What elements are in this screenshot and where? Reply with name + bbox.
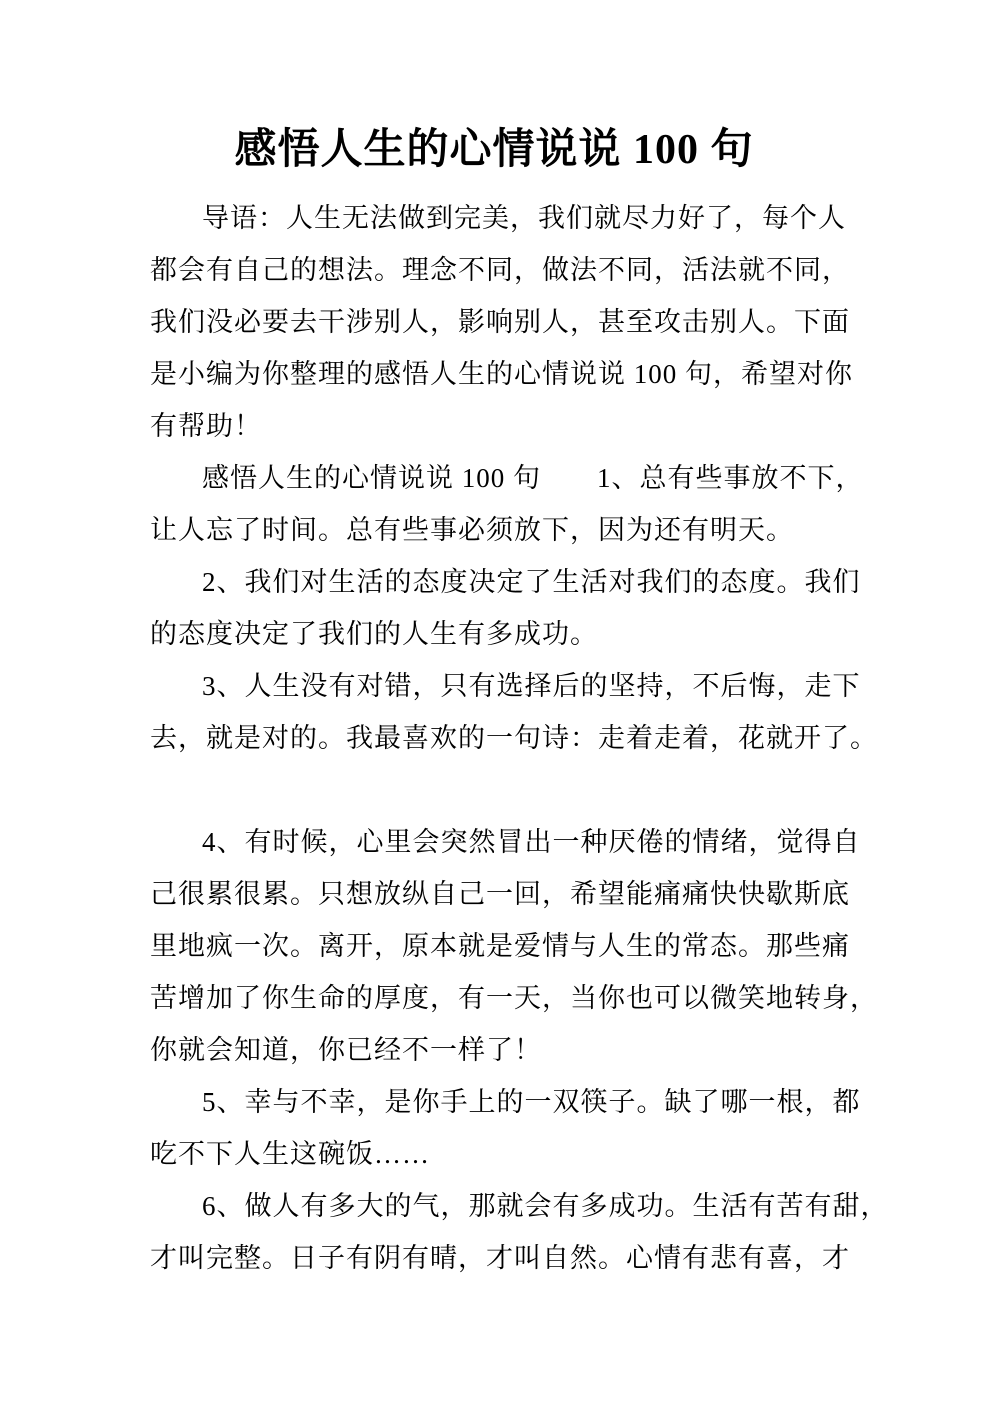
text-line: 己很累很累。只想放纵自己一回，希望能痛痛快快歇斯底 <box>150 879 850 909</box>
text-line: 是小编为你整理的感悟人生的心情说说 100 句，希望对你 <box>150 359 853 389</box>
text-line: 吃不下人生这碗饭…… <box>150 1139 430 1169</box>
document-title: 感悟人生的心情说说 100 句 <box>234 127 754 173</box>
text-line: 苦增加了你生命的厚度，有一天，当你也可以微笑地转身， <box>150 983 878 1013</box>
text-line: 你就会知道，你已经不一样了！ <box>150 1035 542 1065</box>
paragraph <box>150 816 878 1076</box>
text-line: 里地疯一次。离开，原本就是爱情与人生的常态。那些痛 <box>150 931 850 961</box>
text-line: 的态度决定了我们的人生有多成功。 <box>150 619 598 649</box>
text-line: 都会有自己的想法。理念不同，做法不同，活法就不同， <box>150 255 850 285</box>
paragraph <box>150 452 864 556</box>
text-line: 3、人生没有对错，只有选择后的坚持，不后悔，走下 <box>202 671 861 701</box>
text-line: 才叫完整。日子有阴有晴，才叫自然。心情有悲有喜，才 <box>150 1243 850 1273</box>
paragraph <box>150 1076 861 1180</box>
text-line: 导语：人生无法做到完美，我们就尽力好了，每个人 <box>202 203 846 233</box>
paragraph <box>150 1180 889 1284</box>
text-line: 6、做人有多大的气，那就会有多成功。生活有苦有甜， <box>202 1191 889 1221</box>
paragraph-spacer <box>150 764 838 816</box>
paragraph <box>150 660 878 764</box>
text-line: 去，就是对的。我最喜欢的一句诗：走着走着，花就开了。 <box>150 723 878 753</box>
text-line: 4、有时候，心里会突然冒出一种厌倦的情绪，觉得自 <box>202 827 861 857</box>
document-body <box>150 192 889 1284</box>
paragraph <box>150 556 861 660</box>
paragraph <box>150 192 853 452</box>
text-line: 感悟人生的心情说说 100 句 1、总有些事放不下， <box>202 463 864 493</box>
text-line: 5、幸与不幸，是你手上的一双筷子。缺了哪一根，都 <box>202 1087 861 1117</box>
text-line: 有帮助！ <box>150 411 262 441</box>
text-line: 让人忘了时间。总有些事必须放下，因为还有明天。 <box>150 515 794 545</box>
text-line: 2、我们对生活的态度决定了生活对我们的态度。我们 <box>202 567 861 597</box>
text-line: 我们没必要去干涉别人，影响别人，甚至攻击别人。下面 <box>150 307 850 337</box>
